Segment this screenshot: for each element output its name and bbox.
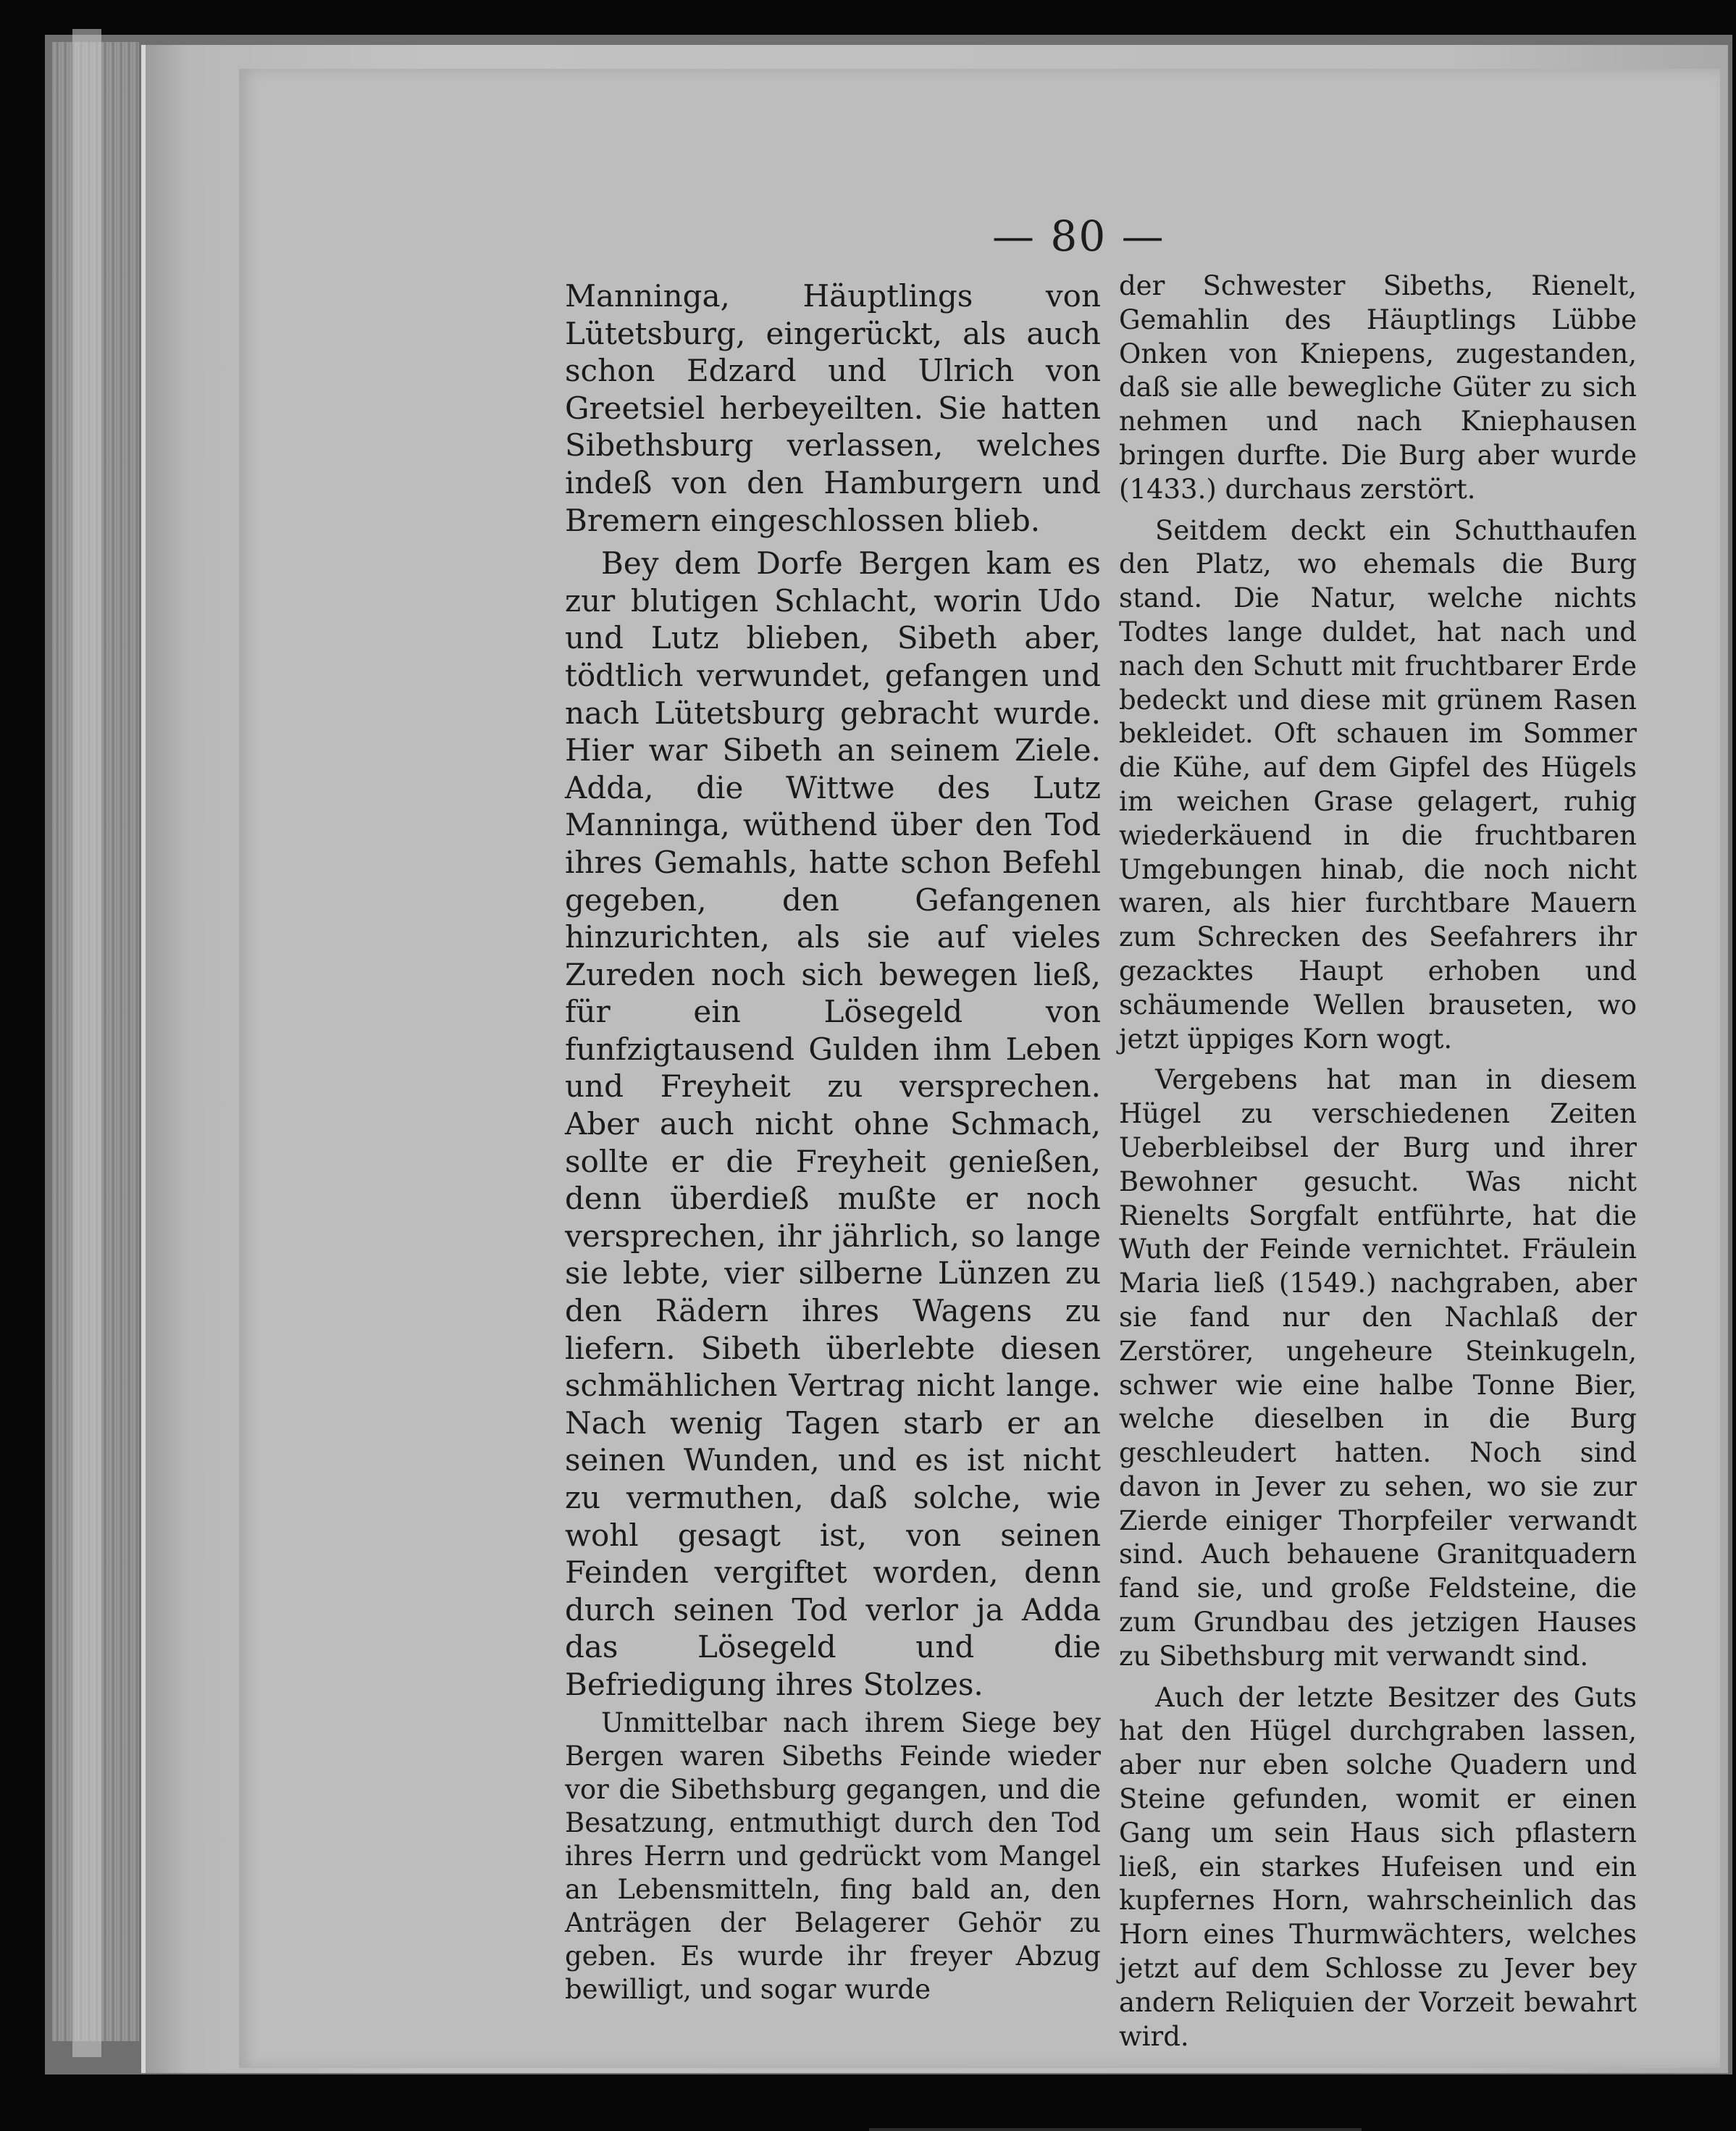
left-paragraph-3: Unmittelbar nach ihrem Siege bey Bergen waren Sibeths Feinde wieder vor die Sibethsburg gegangen, und die Besatzung, entmuthigt durch den Tod ihres Herrn und gedrückt vom Mangel an Lebensmitteln, fing bald an, den Anträgen der Belagerer Gehör zu geben. Es wurde ihr freyer Abzug bewilligt, und sogar wurde [565,1707,1101,2005]
page-stack-highlight [72,29,101,2057]
right-column [1119,269,1637,2053]
right-paragraph-3: Vergebens hat man in diesem Hügel zu verschiedenen Zeiten Ueberbleibsel der Burg und ihrer Bewohner gesucht. Was nicht Rienelts Sorgfalt entführte, hat die Wuth der Feinde vernichtet. Fräulein Maria ließ (1549.) nachgraben, aber sie fand nur den Nachlaß der Zerstörer, ungeheure Steinkugeln, schwer wie eine halbe Tonne Bier, welche dieselben in die Burg geschleudert hatten. Noch sind davon in Jever zu sehen, wo sie zur Zierde einiger Thorpfeiler verwandt sind. Auch behauene Granitquadern fand sie, und große Feldsteine, die zum Grundbau des jetzigen Hauses zu Sibethsburg mit verwandt sind. [1119,1064,1637,1672]
right-paragraph-1: der Schwester Sibeths, Rienelt, Gemahlin des Häuptlings Lübbe Onken von Kniepens, zugestanden, daß sie alle bewegliche Güter zu sich nehmen und nach Kniephausen bringen durfte. Die Burg aber wurde (1433.) durchaus zerstört. [1119,270,1637,505]
right-paragraph-2: Seitdem deckt ein Schutthaufen den Platz, wo ehemals die Burg stand. Die Natur, welche nichts Todtes lange duldet, hat nach und nach den Schutt mit fruchtbarer Erde bedeckt und diese mit grünem Rasen bekleidet. Oft schauen im Sommer die Kühe, auf dem Gipfel des Hügels im weichen Grase gelagert, ruhig wiederkäuend in die fruchtbaren Umgebungen hinab, die noch nicht waren, als hier furchtbare Mauern zum Schrecken des Seefahrers ihr gezacktes Haupt erhoben und schäumende Wellen brauseten, wo jetzt üppiges Korn wogt. [1119,514,1637,1055]
left-paragraph-2: Bey dem Dorfe Bergen kam es zur blutigen Schlacht, worin Udo und Lutz blieben, Sibeth aber, tödtlich verwundet, gefangen und nach Lütetsburg gebracht wurde. Hier war Sibeth an seinem Ziele. Adda, die Wittwe des Lutz Manninga, wüthend über den Tod ihres Gemahls, hatte schon Befehl gegeben, den Gefangenen hinzurichten, als sie auf vieles Zureden noch sich bewegen ließ, für ein Lösegeld von funfzigtausend Gulden ihm Leben und Freyheit zu versprechen. Aber auch nicht ohne Schmach, sollte er die Freyheit genießen, denn überdieß mußte er noch versprechen, ihr jährlich, so lange sie lebte, vier silberne Lünzen zu den Rädern ihres Wagens zu liefern. Sibeth überlebte diesen schmählichen Vertrag nicht lange. Nach wenig Tagen starb er an seinen Wunden, und es ist nicht zu vermuthen, daß solche, wie wohl gesagt ist, von seinen Feinden vergiftet worden, denn durch seinen Tod verlor ja Adda das Lösegeld und die Befriedigung ihres Stolzes. [565,545,1101,1702]
left-paragraph-1: Manninga, Häuptlings von Lütetsburg, eingerückt, als auch schon Edzard und Ulrich von Greetsiel herbeyeilten. Sie hatten Sibethsburg verlassen, welches indeß von den Hamburgern und Bremern eingeschlossen blieb. [565,278,1101,538]
right-paragraph-4: Auch der letzte Besitzer des Guts hat den Hügel durchgraben lassen, aber nur eben solche Quadern und Steine gefunden, womit er einen Gang um sein Haus sich pflastern ließ, ein starkes Hufeisen und ein kupfernes Horn, wahrscheinlich das Horn eines Thurmwächters, welches jetzt auf dem Schlosse zu Jever bey andern Reliquien der Vorzeit bewahrt wird. [1119,1681,1637,2052]
left-column [565,277,1101,2006]
page-number: — 80 — [992,212,1165,261]
closing-rule [869,2128,1362,2131]
